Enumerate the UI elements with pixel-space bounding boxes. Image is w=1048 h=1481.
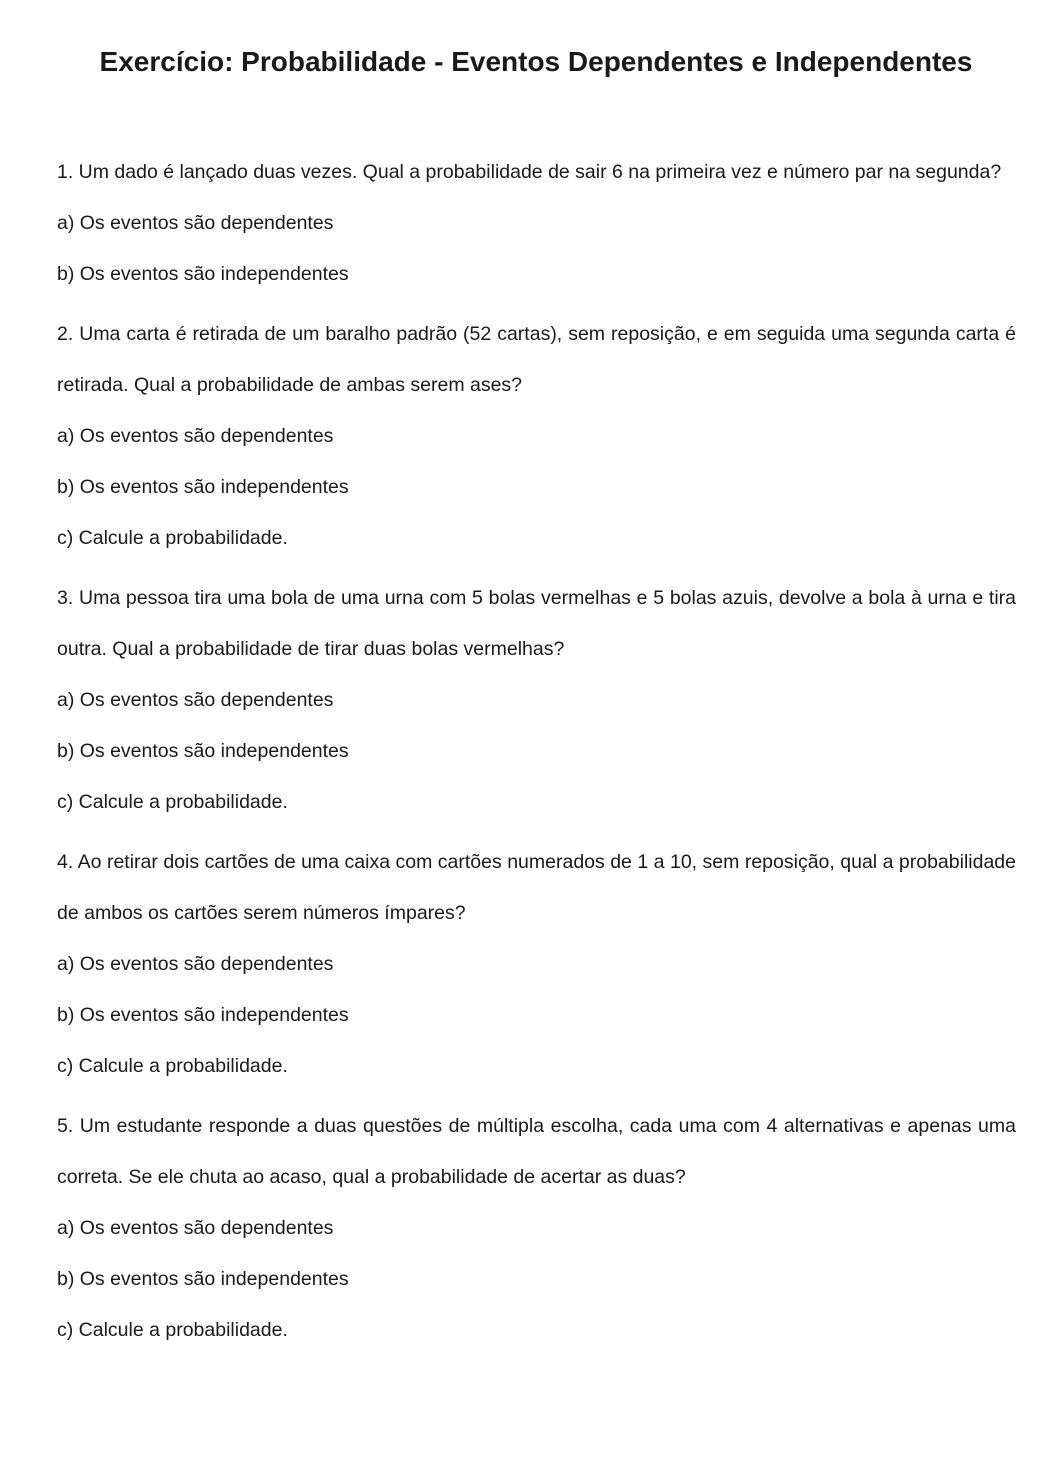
- page-title: Exercício: Probabilidade - Eventos Dependentes e Independentes: [99, 46, 973, 77]
- option-a: a) Os eventos são dependentes: [57, 689, 334, 711]
- question-5: [57, 1101, 1016, 1356]
- option-c: c) Calcule a probabilidade.: [57, 1055, 288, 1077]
- option-c: c) Calcule a probabilidade.: [57, 791, 288, 813]
- question-stem: 2. Uma carta é retirada de um baralho padrão (52 cartas), sem reposição, e em seguida uma segunda carta é retirada. Qual a probabilidade de ambas serem ases?: [57, 323, 1016, 396]
- question-1: [57, 147, 1016, 300]
- question-list: [57, 147, 1016, 1365]
- question-4: [57, 837, 1016, 1092]
- option-b: b) Os eventos são independentes: [57, 476, 349, 498]
- question-3: [57, 573, 1016, 828]
- option-b: b) Os eventos são independentes: [57, 740, 349, 762]
- option-a: a) Os eventos são dependentes: [57, 212, 334, 234]
- question-stem: 4. Ao retirar dois cartões de uma caixa com cartões numerados de 1 a 10, sem reposição, qual a probabilidade de ambos os cartões serem números ímpares?: [57, 851, 1016, 924]
- question-stem: 3. Uma pessoa tira uma bola de uma urna com 5 bolas vermelhas e 5 bolas azuis, devolve a bola à urna e tira outra. Qual a probabilidade de tirar duas bolas vermelhas?: [57, 587, 1016, 660]
- option-c: c) Calcule a probabilidade.: [57, 527, 288, 549]
- question-2: [57, 309, 1016, 564]
- question-stem: 1. Um dado é lançado duas vezes. Qual a probabilidade de sair 6 na primeira vez e número par na segunda?: [57, 161, 1002, 183]
- question-stem: 5. Um estudante responde a duas questões de múltipla escolha, cada uma com 4 alternativas e apenas uma correta. Se ele chuta ao acaso, qual a probabilidade de acertar as duas?: [57, 1115, 1016, 1188]
- option-a: a) Os eventos são dependentes: [57, 953, 334, 975]
- option-a: a) Os eventos são dependentes: [57, 425, 334, 447]
- option-c: c) Calcule a probabilidade.: [57, 1319, 288, 1341]
- option-a: a) Os eventos são dependentes: [57, 1217, 334, 1239]
- option-b: b) Os eventos são independentes: [57, 263, 349, 285]
- option-b: b) Os eventos são independentes: [57, 1004, 349, 1026]
- option-b: b) Os eventos são independentes: [57, 1268, 349, 1290]
